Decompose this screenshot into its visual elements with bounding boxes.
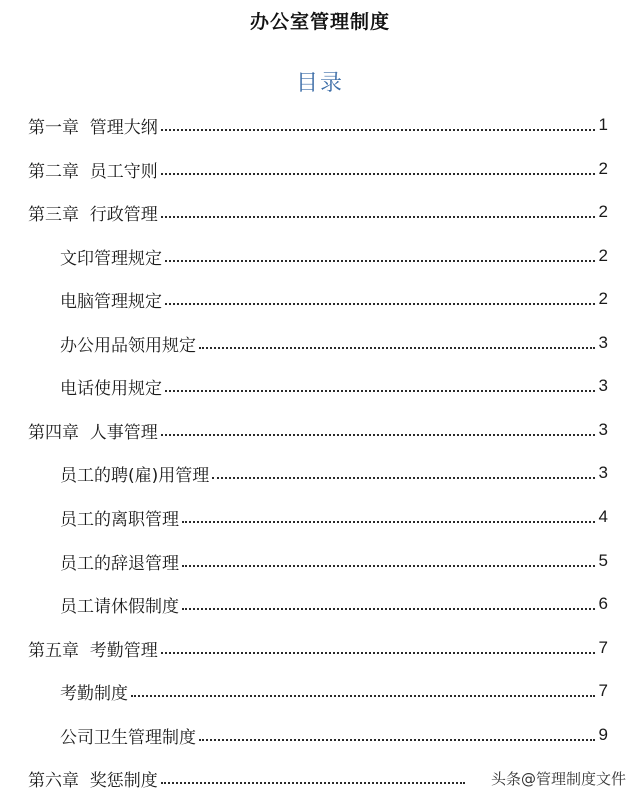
toc-leader-dots <box>199 739 595 741</box>
toc-entry-label: 电脑管理规定 <box>60 291 162 312</box>
toc-entry-section[interactable] <box>60 282 608 316</box>
toc-leader-dots <box>161 782 465 784</box>
toc-entry-label: 员工的辞退管理 <box>60 553 179 574</box>
toc-entry-section[interactable] <box>60 239 608 273</box>
toc-entry-label: 第五章 考勤管理 <box>28 640 158 661</box>
toc-entry-label: 公司卫生管理制度 <box>60 727 196 748</box>
toc-entry-page: 1 <box>598 115 608 134</box>
toc-entry-chapter-6[interactable] <box>28 761 468 795</box>
toc-leader-dots <box>182 608 595 610</box>
toc-entry-label: 第四章 人事管理 <box>28 422 158 443</box>
toc-leader-dots <box>131 695 595 697</box>
toc-entry-section[interactable] <box>60 587 608 621</box>
toc-entry-section[interactable] <box>60 456 608 490</box>
toc-entry-page: 3 <box>598 376 608 395</box>
toc-entry-page: 7 <box>598 681 608 700</box>
toc-entry-page: 5 <box>598 551 608 570</box>
toc-leader-dots <box>199 347 595 349</box>
toc-entry-page: 3 <box>598 333 608 352</box>
toc-entry-page: 4 <box>598 507 608 526</box>
toc-entry-chapter-1[interactable] <box>28 108 608 142</box>
watermark-text: 头条@管理制度文件 <box>490 770 626 788</box>
toc-entry-label: 员工的聘(雇)用管理 <box>60 465 210 486</box>
toc-entry-label: 第六章 奖惩制度 <box>28 770 158 791</box>
toc-leader-dots <box>182 521 595 523</box>
toc-entry-section[interactable] <box>60 544 608 578</box>
toc-entry-page: 2 <box>598 289 608 308</box>
toc-entry-section[interactable] <box>60 718 608 752</box>
toc-entry-chapter-3[interactable] <box>28 195 608 229</box>
toc-entry-label: 第三章 行政管理 <box>28 204 158 225</box>
document-title: 办公室管理制度 <box>249 11 390 33</box>
toc-entry-chapter-5[interactable] <box>28 631 608 665</box>
toc-leader-dots <box>161 216 595 218</box>
toc-leader-dots <box>161 434 595 436</box>
toc-entry-page: 2 <box>598 159 608 178</box>
toc-heading: 目录 <box>295 71 344 96</box>
toc-entry-section[interactable] <box>60 674 608 708</box>
toc-entry-label: 文印管理规定 <box>60 248 162 269</box>
toc-leader-dots <box>212 477 595 479</box>
toc-entry-page: 6 <box>598 594 608 613</box>
toc-entry-label: 员工请休假制度 <box>60 596 179 617</box>
toc-entry-page: 9 <box>598 725 608 744</box>
toc-leader-dots <box>165 260 595 262</box>
toc-entry-page: 3 <box>598 463 608 482</box>
toc-leader-dots <box>161 173 595 175</box>
toc-entry-section[interactable] <box>60 500 608 534</box>
toc-leader-dots <box>165 390 595 392</box>
toc-entry-label: 办公用品领用规定 <box>60 335 196 356</box>
toc-leader-dots <box>161 652 595 654</box>
toc-entry-page: 2 <box>598 202 608 221</box>
toc-entry-label: 员工的离职管理 <box>60 509 179 530</box>
toc-leader-dots <box>165 303 595 305</box>
toc-entry-chapter-4[interactable] <box>28 413 608 447</box>
toc-entry-label: 第二章 员工守则 <box>28 161 158 182</box>
toc-entry-page: 3 <box>598 420 608 439</box>
toc-entry-page: 2 <box>598 246 608 265</box>
toc-entry-section[interactable] <box>60 326 608 360</box>
toc-entry-label: 第一章 管理大纲 <box>28 117 158 138</box>
toc-entry-chapter-2[interactable] <box>28 152 608 186</box>
toc-entry-label: 电话使用规定 <box>60 378 162 399</box>
toc-entry-page: 7 <box>598 638 608 657</box>
toc-leader-dots <box>182 565 595 567</box>
toc-entry-label: 考勤制度 <box>60 683 128 704</box>
toc-leader-dots <box>161 129 595 131</box>
toc-entry-section[interactable] <box>60 369 608 403</box>
